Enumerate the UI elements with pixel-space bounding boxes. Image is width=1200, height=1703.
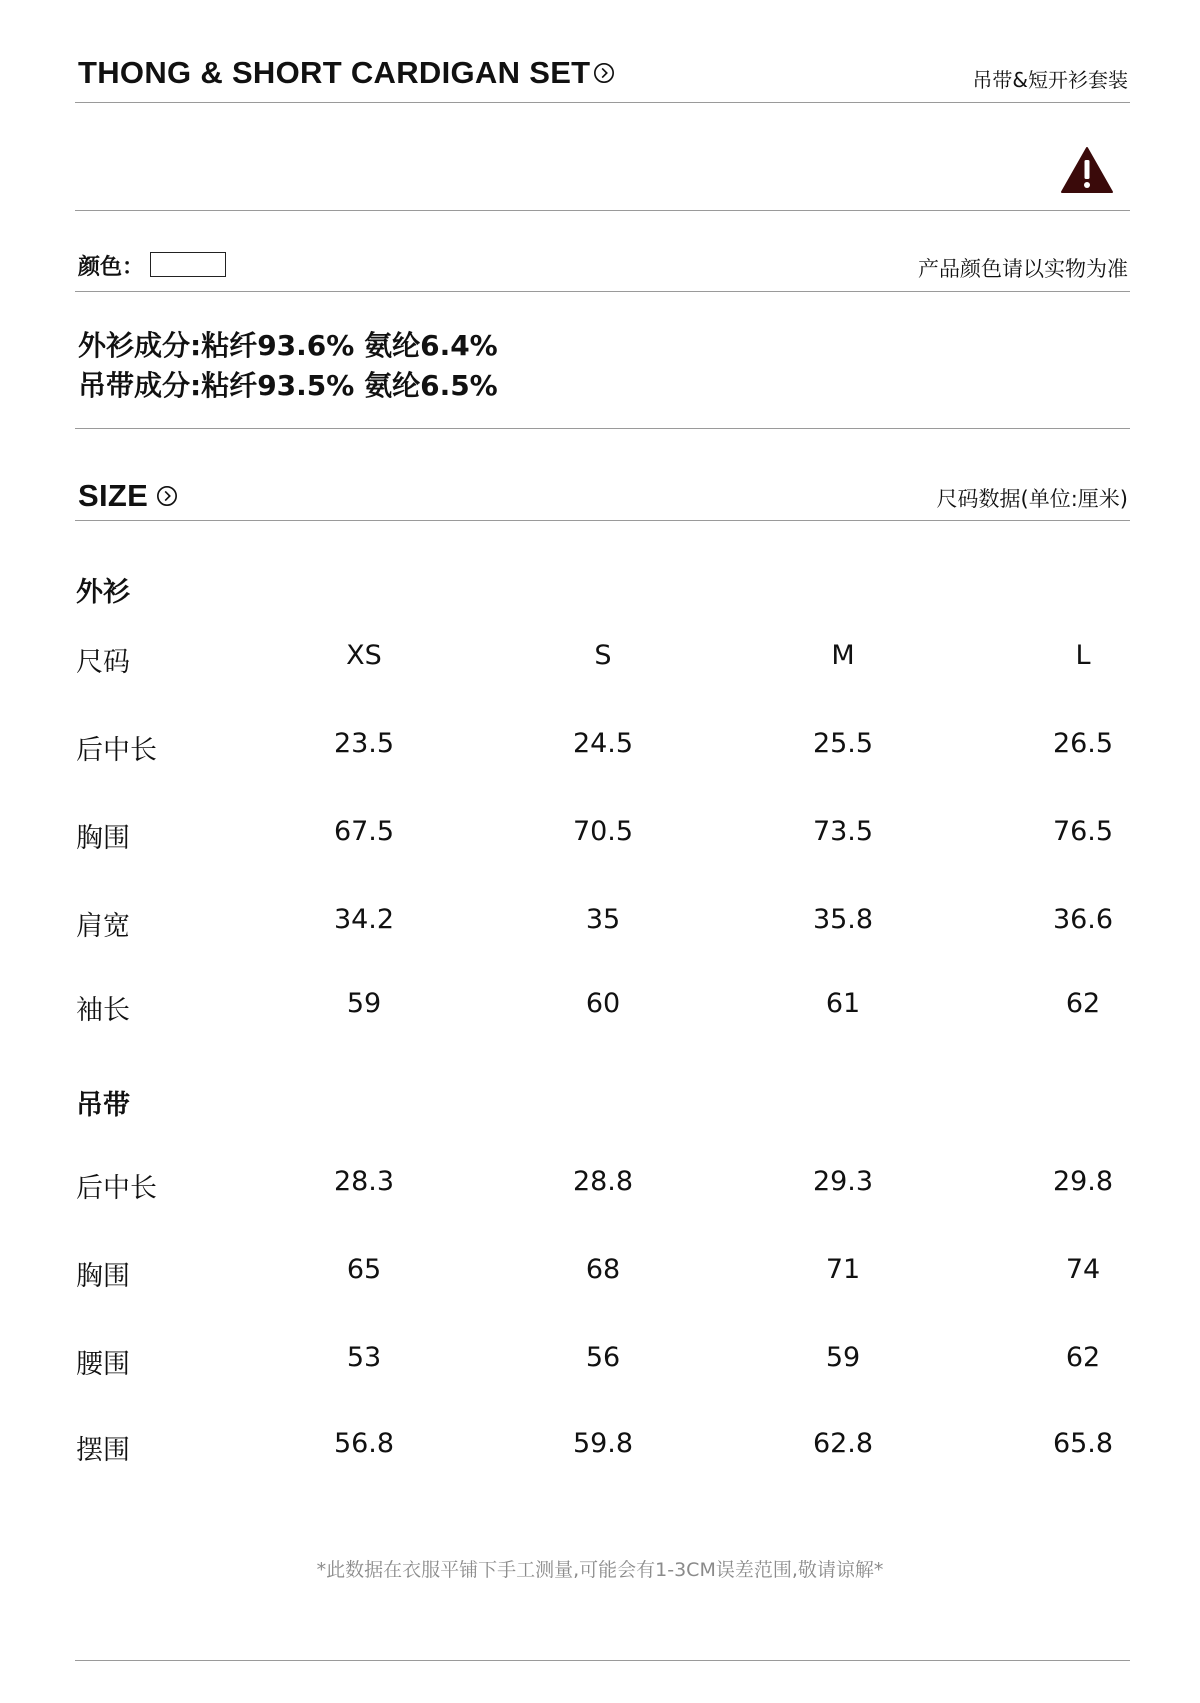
table-cell: 56 [585, 1342, 621, 1373]
section-title-cami: 吊带 [76, 1090, 130, 1121]
table-cell: 28.8 [572, 1166, 634, 1197]
table-cell: 35 [585, 904, 621, 935]
table-cell: 59 [346, 988, 382, 1019]
table-cell: 59.8 [572, 1428, 634, 1459]
table-cell: 62 [1065, 988, 1101, 1019]
table-cell: 61 [825, 988, 861, 1019]
table-cell: 29.3 [812, 1166, 874, 1197]
table-row-label: 后中长 [76, 1173, 157, 1204]
table-cell: 59 [825, 1342, 861, 1373]
table-cell: 36.6 [1052, 904, 1114, 935]
size-title-text: SIZE [78, 478, 149, 513]
table-cell: 68 [585, 1254, 621, 1285]
size-header-label: 尺码 [76, 647, 130, 678]
table-row-label: 肩宽 [76, 911, 130, 942]
divider [75, 428, 1130, 429]
table-cell: 70.5 [572, 816, 634, 847]
table-cell: 62 [1065, 1342, 1101, 1373]
table-cell: 24.5 [572, 728, 634, 759]
divider [75, 520, 1130, 521]
table-cell: 29.8 [1052, 1166, 1114, 1197]
table-cell: 34.2 [333, 904, 395, 935]
size-unit-note: 尺码数据(单位:厘米) [936, 487, 1128, 511]
color-label: 颜色： [78, 255, 145, 280]
table-row-label: 胸围 [76, 1261, 130, 1292]
page-subtitle: 吊带&短开衫套装 [972, 68, 1128, 92]
table-cell: 74 [1065, 1254, 1101, 1285]
table-cell: 56.8 [333, 1428, 395, 1459]
color-note: 产品颜色请以实物为准 [918, 257, 1128, 281]
table-cell: 35.8 [812, 904, 874, 935]
size-header-s: S [594, 640, 612, 671]
table-cell: 73.5 [812, 816, 874, 847]
page-title [78, 55, 615, 91]
table-cell: 26.5 [1052, 728, 1114, 759]
material-cami: 吊带成分:粘纤93.5% 氨纶6.5% [78, 369, 498, 402]
table-cell: 60 [585, 988, 621, 1019]
table-cell: 76.5 [1052, 816, 1114, 847]
table-cell: 71 [825, 1254, 861, 1285]
measurement-footnote: *此数据在衣服平铺下手工测量,可能会有1-3CM误差范围,敬请谅解* [316, 1559, 884, 1581]
warning-icon [1060, 146, 1114, 194]
divider [75, 1660, 1130, 1661]
section-title-outer: 外衫 [76, 577, 130, 608]
size-header-l: L [1075, 640, 1091, 671]
table-cell: 25.5 [812, 728, 874, 759]
chevron-right-circle-icon [156, 485, 178, 507]
color-swatch [150, 252, 226, 277]
chevron-right-circle-icon [593, 62, 615, 84]
size-title [78, 478, 178, 514]
material-outer: 外衫成分:粘纤93.6% 氨纶6.4% [78, 329, 498, 362]
divider [75, 291, 1130, 292]
table-row-label: 后中长 [76, 735, 157, 766]
page-title-text: THONG & SHORT CARDIGAN SET [78, 55, 591, 90]
table-row-label: 袖长 [76, 995, 130, 1026]
table-cell: 28.3 [333, 1166, 395, 1197]
table-row-label: 摆围 [76, 1435, 130, 1466]
table-cell: 67.5 [333, 816, 395, 847]
table-cell: 62.8 [812, 1428, 874, 1459]
table-row-label: 胸围 [76, 823, 130, 854]
table-cell: 65 [346, 1254, 382, 1285]
table-cell: 53 [346, 1342, 382, 1373]
table-row-label: 腰围 [76, 1349, 130, 1380]
size-header-m: M [831, 640, 855, 671]
divider [75, 210, 1130, 211]
divider [75, 102, 1130, 103]
table-cell: 65.8 [1052, 1428, 1114, 1459]
size-header-xs: XS [346, 640, 382, 671]
table-cell: 23.5 [333, 728, 395, 759]
